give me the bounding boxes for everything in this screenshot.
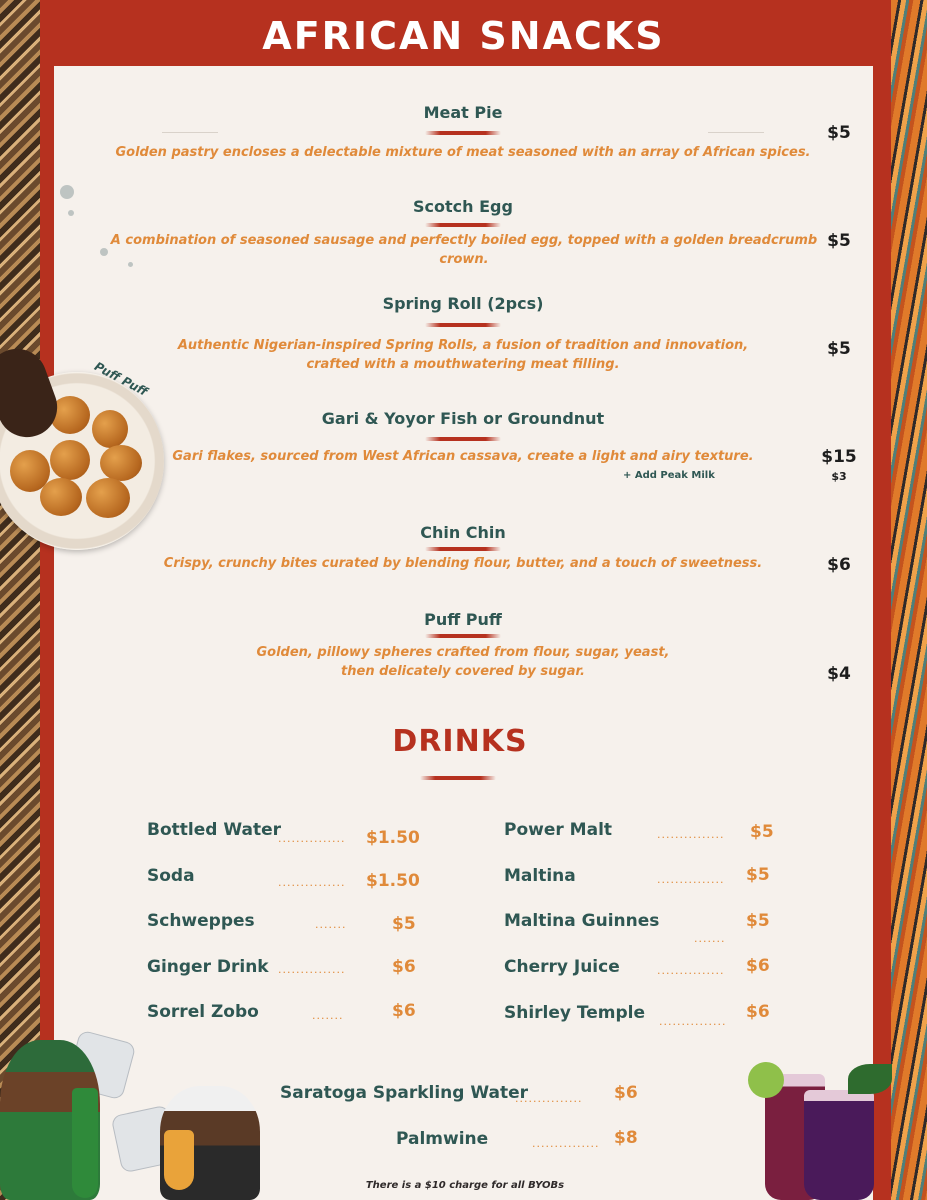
- drink-name: Power Malt: [504, 820, 613, 840]
- snack-price-puff-puff: $4: [827, 664, 851, 684]
- drink-name: Schweppes: [147, 911, 255, 931]
- drink-price: $6: [746, 1002, 770, 1022]
- drinks-title: DRINKS: [392, 724, 528, 759]
- drink-name: Maltina: [504, 866, 576, 886]
- paint-splash: [100, 248, 108, 256]
- snack-price-gari: $15: [821, 447, 857, 467]
- left-red-band: [40, 0, 54, 1200]
- snack-price-spring-roll: $5: [827, 339, 851, 359]
- divider-line: [162, 132, 218, 133]
- drink-price: $1.50: [366, 871, 420, 891]
- snack-desc-gari: Gari flakes, sourced from West African cassava, create a light and airy texture.: [172, 449, 754, 464]
- drink-name: Ginger Drink: [147, 957, 269, 977]
- drink-name: Cherry Juice: [504, 957, 620, 977]
- drink-price: $5: [750, 822, 774, 842]
- drink-dots: ...............: [659, 1015, 727, 1028]
- drink-dots: .......: [315, 918, 347, 931]
- bottle-image: [72, 1088, 98, 1198]
- drink-name: Shirley Temple: [504, 1003, 646, 1023]
- snack-name-puff-puff: Puff Puff: [424, 610, 502, 629]
- squiggle-divider: [425, 634, 501, 638]
- paint-splash: [60, 185, 74, 199]
- drink-dots: .......: [694, 932, 726, 945]
- right-pattern-border: [891, 0, 927, 1200]
- squiggle-divider: [425, 547, 501, 551]
- lime-slice: [748, 1062, 784, 1098]
- drink-dots: ...............: [515, 1092, 583, 1105]
- drink-price: $6: [392, 957, 416, 977]
- drink-name: Bottled Water: [147, 820, 281, 840]
- drink-name: Soda: [147, 866, 195, 886]
- snack-price-chin-chin: $6: [827, 555, 851, 575]
- drink-price: $6: [614, 1083, 638, 1103]
- drink-price: $6: [746, 956, 770, 976]
- drink-dots: ...............: [278, 832, 346, 845]
- plate-label: Puff Puff: [92, 359, 150, 399]
- divider-line: [708, 132, 764, 133]
- drink-dots: ...............: [278, 876, 346, 889]
- drink-name: Maltina Guinnes: [504, 911, 660, 931]
- snack-desc-meat-pie: Golden pastry encloses a delectable mixture of meat seasoned with an array of African spices.: [115, 145, 811, 160]
- drink-price: $8: [614, 1128, 638, 1148]
- addon-peak-milk: + Add Peak Milk: [623, 470, 715, 481]
- paint-splash: [68, 210, 74, 216]
- snack-desc-puff-puff: Golden, pillowy spheres crafted from flour, sugar, yeast, then delicately covered by sugar.: [256, 645, 670, 679]
- juice-glass-image-2: [804, 1090, 874, 1200]
- beer-glass-image: [164, 1130, 194, 1190]
- drink-dots: ...............: [657, 828, 725, 841]
- squiggle-divider: [425, 323, 501, 327]
- squiggle-divider: [425, 223, 501, 227]
- drink-price: $6: [392, 1001, 416, 1021]
- puff-ball: [92, 410, 128, 448]
- snack-price-meat-pie: $5: [827, 123, 851, 143]
- page-title: AFRICAN SNACKS: [262, 14, 665, 58]
- drink-price: $5: [746, 865, 770, 885]
- snack-name-scotch-egg: Scotch Egg: [413, 197, 513, 216]
- puff-ball: [86, 478, 130, 518]
- drink-name: Sorrel Zobo: [147, 1002, 259, 1022]
- drink-dots: ...............: [657, 873, 725, 886]
- drink-dots: ...............: [657, 964, 725, 977]
- drink-name: Palmwine: [396, 1129, 489, 1149]
- drink-price: $5: [392, 914, 416, 934]
- snack-price-scotch-egg: $5: [827, 231, 851, 251]
- puff-ball: [40, 478, 82, 516]
- snack-name-meat-pie: Meat Pie: [423, 103, 503, 122]
- snack-name-spring-roll: Spring Roll (2pcs): [382, 294, 544, 313]
- snack-name-chin-chin: Chin Chin: [420, 523, 506, 542]
- drink-dots: ...............: [278, 963, 346, 976]
- drink-price: $5: [746, 911, 770, 931]
- puff-ball: [50, 440, 90, 480]
- squiggle-divider: [425, 131, 501, 135]
- squiggle-divider: [425, 437, 501, 441]
- right-red-band: [873, 0, 891, 1200]
- leaf-decoration: [848, 1064, 892, 1094]
- drink-price: $1.50: [366, 828, 420, 848]
- puff-ball: [100, 445, 142, 481]
- left-pattern-border: [0, 0, 40, 1200]
- byob-note: There is a $10 charge for all BYOBs: [365, 1180, 565, 1191]
- snack-desc-spring-roll: Authentic Nigerian-inspired Spring Rolls, a fusion of tradition and innovation, crafted with a mouthwatering meat filling.: [177, 338, 749, 372]
- drink-name: Saratoga Sparkling Water: [280, 1083, 529, 1103]
- drink-dots: ...............: [532, 1137, 600, 1150]
- addon-price: $3: [831, 470, 847, 483]
- squiggle-divider: [420, 776, 496, 780]
- snack-name-gari: Gari & Yoyor Fish or Groundnut: [321, 409, 605, 428]
- snack-desc-chin-chin: Crispy, crunchy bites curated by blending flour, butter, and a touch of sweetness.: [163, 556, 763, 571]
- drink-dots: .......: [312, 1009, 344, 1022]
- snack-desc-scotch-egg: A combination of seasoned sausage and perfectly boiled egg, topped with a golden breadcrumb crown.: [110, 233, 818, 267]
